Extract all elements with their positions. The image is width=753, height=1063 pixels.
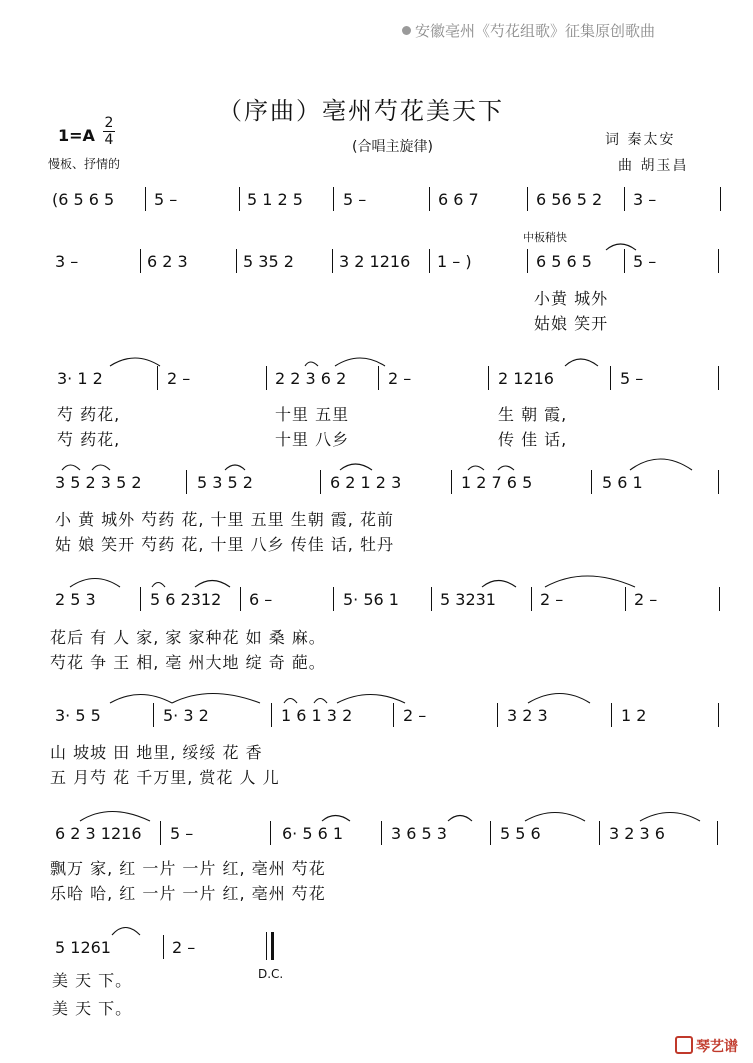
barline	[497, 703, 498, 727]
slur	[337, 695, 405, 704]
measure: 6 –	[249, 590, 273, 609]
barline	[393, 703, 394, 727]
site-logo: 琴艺谱	[675, 1036, 738, 1056]
measure: 1 2	[621, 706, 647, 725]
measure: 2 5 3	[55, 590, 96, 609]
key-signature: 1=A	[58, 126, 95, 145]
measure: 1 – )	[437, 252, 472, 271]
barline	[381, 821, 382, 845]
barline	[157, 366, 158, 390]
lyricist-credit: 词 秦太安	[605, 132, 676, 148]
measure: 5 35 2	[243, 252, 294, 271]
tempo-change: 中板稍快	[523, 231, 567, 244]
final-barline-thick	[271, 932, 274, 960]
measure: 5 –	[620, 369, 644, 388]
lyric-line: 飘万 家, 红 一片 一片 红, 亳州 芍花	[50, 859, 326, 878]
barline	[718, 249, 719, 273]
slur	[110, 695, 172, 704]
barline	[163, 935, 164, 959]
measure: 3 2 1216	[339, 252, 411, 271]
barline	[718, 703, 719, 727]
slur	[195, 581, 230, 588]
slur	[112, 928, 140, 936]
slur	[525, 813, 585, 822]
lyric-line: 生 朝 霞,	[498, 405, 568, 424]
header-note: 安徽亳州《芍花组歌》征集原创歌曲	[402, 20, 655, 41]
barline	[378, 366, 379, 390]
lyric-line: 小黄 城外	[534, 289, 609, 308]
measure: 5 –	[343, 190, 367, 209]
slur	[565, 359, 598, 366]
measure: 2 –	[403, 706, 427, 725]
slur	[335, 358, 385, 366]
barline	[140, 587, 141, 611]
da-capo-marking: D.C.	[258, 967, 284, 981]
measure: 5 5 6	[500, 824, 541, 843]
slur	[630, 459, 692, 470]
measure: 2 1216	[498, 369, 554, 388]
barline	[624, 249, 625, 273]
lyric-line: 美 天 下。	[52, 999, 133, 1018]
measure: 3 5 2 3 5 2	[55, 473, 142, 492]
measure: 2 –	[388, 369, 412, 388]
barline	[239, 187, 240, 211]
slur	[62, 465, 80, 470]
measure: 2 –	[167, 369, 191, 388]
measure: 3· 5 5	[55, 706, 101, 725]
barline	[490, 821, 491, 845]
lyric-line: 姑 娘 笑开 芍药 花, 十里 八乡 传佳 话, 牡丹	[55, 535, 394, 554]
slur	[482, 581, 516, 588]
lyric-line: 姑娘 笑开	[534, 314, 609, 333]
measure: 5 3 5 2	[197, 473, 253, 492]
measure: 5 1261	[55, 938, 111, 957]
slur	[92, 465, 110, 470]
measure: 5 6 1	[602, 473, 643, 492]
barline	[240, 587, 241, 611]
measure: 2 2 3 6 2	[275, 369, 347, 388]
barline	[266, 366, 267, 390]
barline	[527, 187, 528, 211]
barline	[717, 821, 718, 845]
composer-credit: 曲 胡玉昌	[618, 158, 689, 174]
barline	[531, 587, 532, 611]
measure: 3 2 3	[507, 706, 548, 725]
measure: 2 –	[172, 938, 196, 957]
barline	[271, 703, 272, 727]
barline	[719, 587, 720, 611]
measure: 1 2 7 6 5	[461, 473, 533, 492]
barline	[320, 470, 321, 494]
measure: 6 2 3 1216	[55, 824, 142, 843]
measure: 2 –	[540, 590, 564, 609]
barline	[429, 249, 430, 273]
slur	[314, 699, 327, 704]
measure: 3· 1 2	[57, 369, 103, 388]
barline	[333, 587, 334, 611]
lyric-line: 乐哈 哈, 红 一片 一片 红, 亳州 芍花	[50, 884, 326, 903]
measure: 5 1 2 5	[247, 190, 303, 209]
slur	[305, 362, 318, 366]
final-barline-thin	[266, 932, 267, 960]
barline	[591, 470, 592, 494]
slur	[152, 583, 165, 588]
measure: 5· 3 2	[163, 706, 209, 725]
barline	[153, 703, 154, 727]
barline	[332, 249, 333, 273]
slur	[110, 358, 160, 366]
slur	[498, 466, 514, 470]
lyric-line: 美 天 下。	[52, 971, 133, 990]
lyric-line: 传 佳 话,	[498, 430, 568, 449]
measure: 6· 5 6 1	[282, 824, 344, 843]
barline	[599, 821, 600, 845]
lyric-line: 五 月芍 花 千万里, 赏花 人 儿	[50, 768, 280, 787]
lyric-line: 十里 五里	[275, 405, 350, 424]
barline	[186, 470, 187, 494]
lyric-line: 芍 药花,	[57, 430, 121, 449]
measure: 5· 56 1	[343, 590, 399, 609]
barline	[488, 366, 489, 390]
barline	[333, 187, 334, 211]
slur	[322, 816, 350, 822]
slur	[70, 579, 120, 588]
barline	[451, 470, 452, 494]
lyric-line: 十里 八乡	[275, 430, 350, 449]
measure: 5 –	[154, 190, 178, 209]
measure: 3 6 5 3	[391, 824, 447, 843]
measure: 5 3231	[440, 590, 496, 609]
barline	[160, 821, 161, 845]
slur	[468, 466, 484, 470]
barline	[610, 366, 611, 390]
barline	[429, 187, 430, 211]
measure: 3 –	[55, 252, 79, 271]
barline	[625, 587, 626, 611]
measure: 3 –	[633, 190, 657, 209]
slur	[80, 812, 150, 822]
lyric-line: 山 坡坡 田 地里, 绥绥 花 香	[50, 743, 263, 762]
measure: 3 2 3 6	[609, 824, 665, 843]
barline	[140, 249, 141, 273]
measure: (6 5 6 5	[52, 190, 115, 209]
slur	[545, 576, 635, 587]
lyric-line: 芍 药花,	[57, 405, 121, 424]
slur	[528, 694, 590, 704]
barline	[236, 249, 237, 273]
barline	[527, 249, 528, 273]
barline	[270, 821, 271, 845]
slur	[606, 244, 636, 250]
subtitle: (合唱主旋律)	[352, 139, 433, 155]
time-signature: 2 4	[104, 115, 114, 148]
measure: 6 5 6 5	[536, 252, 592, 271]
measure: 6 56 5 2	[536, 190, 603, 209]
barline	[624, 187, 625, 211]
measure: 6 2 1 2 3	[330, 473, 402, 492]
barline	[718, 366, 719, 390]
tempo-marking: 慢板、抒情的	[48, 157, 121, 171]
page-title: （序曲）亳州芍花美天下	[218, 97, 504, 125]
barline	[718, 470, 719, 494]
lyric-line: 芍花 争 王 相, 亳 州大地 绽 奇 葩。	[50, 653, 326, 672]
barline	[431, 587, 432, 611]
barline	[145, 187, 146, 211]
barline	[720, 187, 721, 211]
barline	[611, 703, 612, 727]
measure: 2 –	[634, 590, 658, 609]
measure: 5 6 2312	[150, 590, 222, 609]
slur	[448, 816, 472, 822]
lyric-line: 小 黄 城外 芍药 花, 十里 五里 生朝 霞, 花前	[55, 510, 394, 529]
slur	[284, 699, 297, 704]
slur	[172, 694, 260, 704]
measure: 5 –	[633, 252, 657, 271]
slur	[225, 465, 245, 470]
lyric-line: 花后 有 人 家, 家 家种花 如 桑 麻。	[50, 628, 326, 647]
measure: 1 6 1 3 2	[281, 706, 353, 725]
measure: 6 6 7	[438, 190, 479, 209]
logo-icon	[675, 1036, 693, 1054]
slur	[340, 464, 372, 470]
slur	[640, 813, 700, 822]
bullet-icon	[402, 26, 411, 35]
measure: 5 –	[170, 824, 194, 843]
measure: 6 2 3	[147, 252, 188, 271]
